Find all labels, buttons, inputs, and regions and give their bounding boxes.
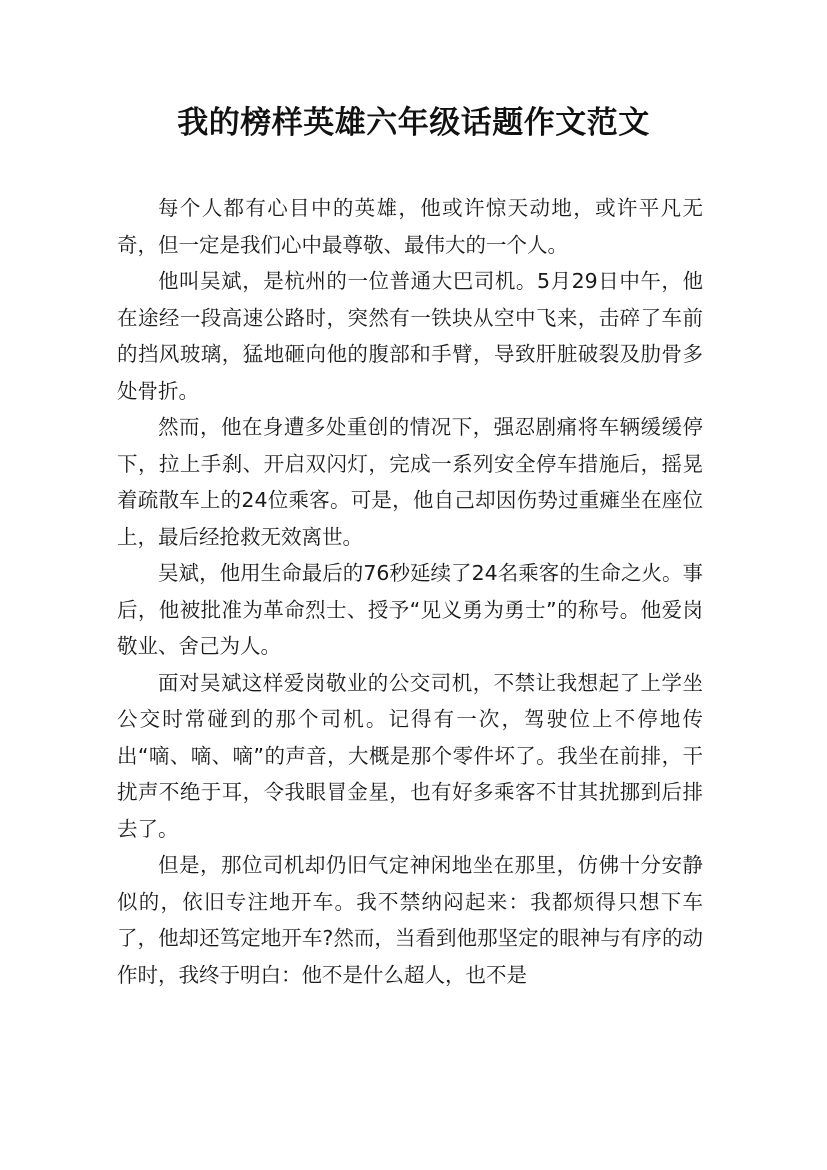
paragraph: 面对吴斌这样爱岗敬业的公交司机，不禁让我想起了上学坐公交时常碰到的那个司机。记得有一次，驾驶位上不停地传出“嘀、嘀、嘀”的声音，大概是那个零件坏了。我坐在前排，干扰声不绝于耳，令我眼冒金星，也有好多乘客不甘其扰挪到后排去了。: [117, 670, 703, 841]
document-title: 我的榜样英雄六年级话题作文范文: [177, 105, 650, 141]
document-body: [117, 190, 703, 993]
paragraph: 他叫吴斌，是杭州的一位普通大巴司机。5月29日中午，他在途经一段高速公路时，突然有一铁块从空中飞来，击碎了车前的挡风玻璃，猛地砸向他的腹部和手臂，导致肝脏破裂及肋骨多处骨折。: [117, 269, 703, 403]
paragraph: 然而，他在身遭多处重创的情况下，强忍剧痛将车辆缓缓停下，拉上手刹、开启双闪灯，完成一系列安全停车措施后，摇晃着疏散车上的24位乘客。可是，他自己却因伤势过重瘫坐在座位上，最后经抢救无效离世。: [117, 415, 703, 549]
paragraph: 每个人都有心目中的英雄，他或许惊天动地，或许平凡无奇，但一定是我们心中最尊敬、最伟大的一个人。: [117, 196, 703, 257]
paragraph: 吴斌，他用生命最后的76秒延续了24名乘客的生命之火。事后，他被批准为革命烈士、授予“见义勇为勇士”的称号。他爱岗敬业、舍己为人。: [117, 561, 703, 658]
paragraph: 但是，那位司机却仍旧气定神闲地坐在那里，仿佛十分安静似的，依旧专注地开车。我不禁纳闷起来：我都烦得只想下车了，他却还笃定地开车?然而，当看到他那坚定的眼神与有序的动作时，我终于明白：他不是什么超人，也不是: [117, 853, 703, 987]
